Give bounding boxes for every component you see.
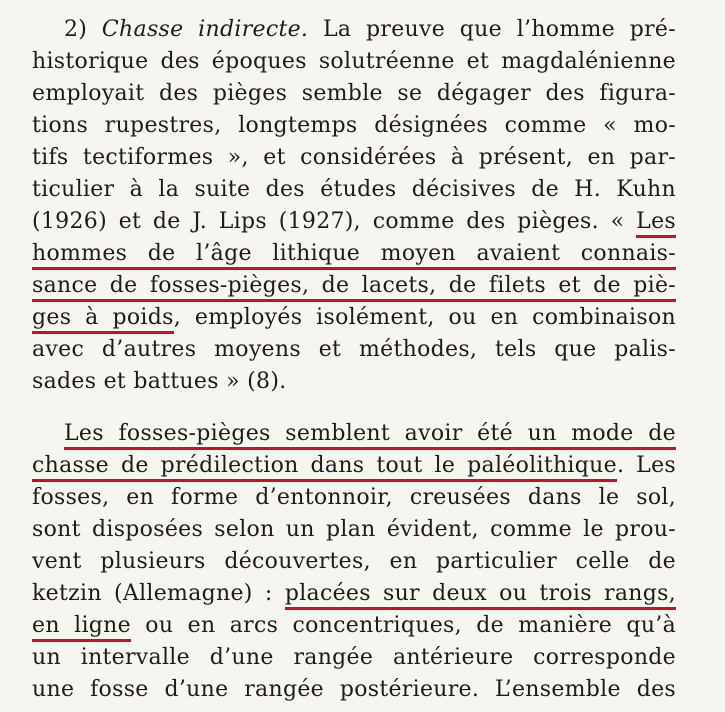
highlighted-text: chasse de prédilection dans tout le paléolithique: [32, 453, 617, 482]
text-line-5: tifs tectiformes », et considérées à présent, en par-: [32, 145, 676, 170]
text-line-12: sades et battues » (8).: [32, 369, 287, 394]
highlighted-text: ges à poids: [32, 305, 174, 334]
text-line-2: historique des époques solutréenne et magdalénienne: [32, 49, 676, 74]
text-line-14: [32, 450, 676, 482]
text-line-4: tions rupestres, longtemps désignées comme « mo-: [32, 113, 676, 138]
text-line-9: [32, 270, 676, 302]
highlighted-text: en ligne: [32, 613, 131, 642]
section-title: Chasse indirecte.: [101, 17, 309, 42]
text-run: ou en arcs concentriques, de manière qu’à: [130, 613, 676, 638]
text-line-8: [32, 238, 676, 270]
text-line-15: fosses, en forme d’entonnoir, creusées dans le sol,: [32, 485, 676, 510]
text-line-13: [64, 418, 676, 450]
highlighted-text: Les: [636, 209, 676, 238]
highlighted-text: Les fosses-pièges semblent avoir été un mode de: [64, 421, 676, 450]
text-line-7: [32, 206, 676, 238]
text-line-18: [32, 578, 676, 610]
text-run: ketzin (Allemagne) :: [32, 581, 285, 606]
text-run: . Les: [616, 453, 676, 478]
text-line-20: un intervalle d’une rangée antérieure corresponde: [32, 645, 676, 670]
text-line-11: avec d’autres moyens et méthodes, tels que palis-: [32, 337, 676, 362]
text-line-10: [32, 302, 676, 334]
text-line-21: une fosse d’une rangée postérieure. L’ensemble des: [32, 677, 676, 702]
highlighted-text: sance de fosses-pièges, de lacets, de filets et de piè-: [32, 273, 676, 302]
text-line-17: vent plusieurs découvertes, en particulier celle de: [32, 549, 676, 574]
text-line-3: employait des pièges semble se dégager des figura-: [32, 81, 676, 106]
text-run: , employés isolément, ou en combinaison: [173, 305, 676, 330]
text-run: (1926) et de J. Lips (1927), comme des pièges. «: [32, 209, 637, 234]
text-line-1: [64, 14, 676, 46]
text-line-16: sont disposées selon un plan évident, comme le prou-: [32, 517, 676, 542]
highlighted-text: hommes de l’âge lithique moyen avaient connais-: [32, 241, 676, 270]
text-run: La preuve que l’homme pré-: [308, 17, 676, 42]
text-line-6: ticulier à la suite des études décisives de H. Kuhn: [32, 177, 676, 202]
text-line-19: [32, 610, 676, 642]
section-number: 2): [64, 17, 102, 42]
highlighted-text: placées sur deux ou trois rangs,: [285, 581, 676, 610]
